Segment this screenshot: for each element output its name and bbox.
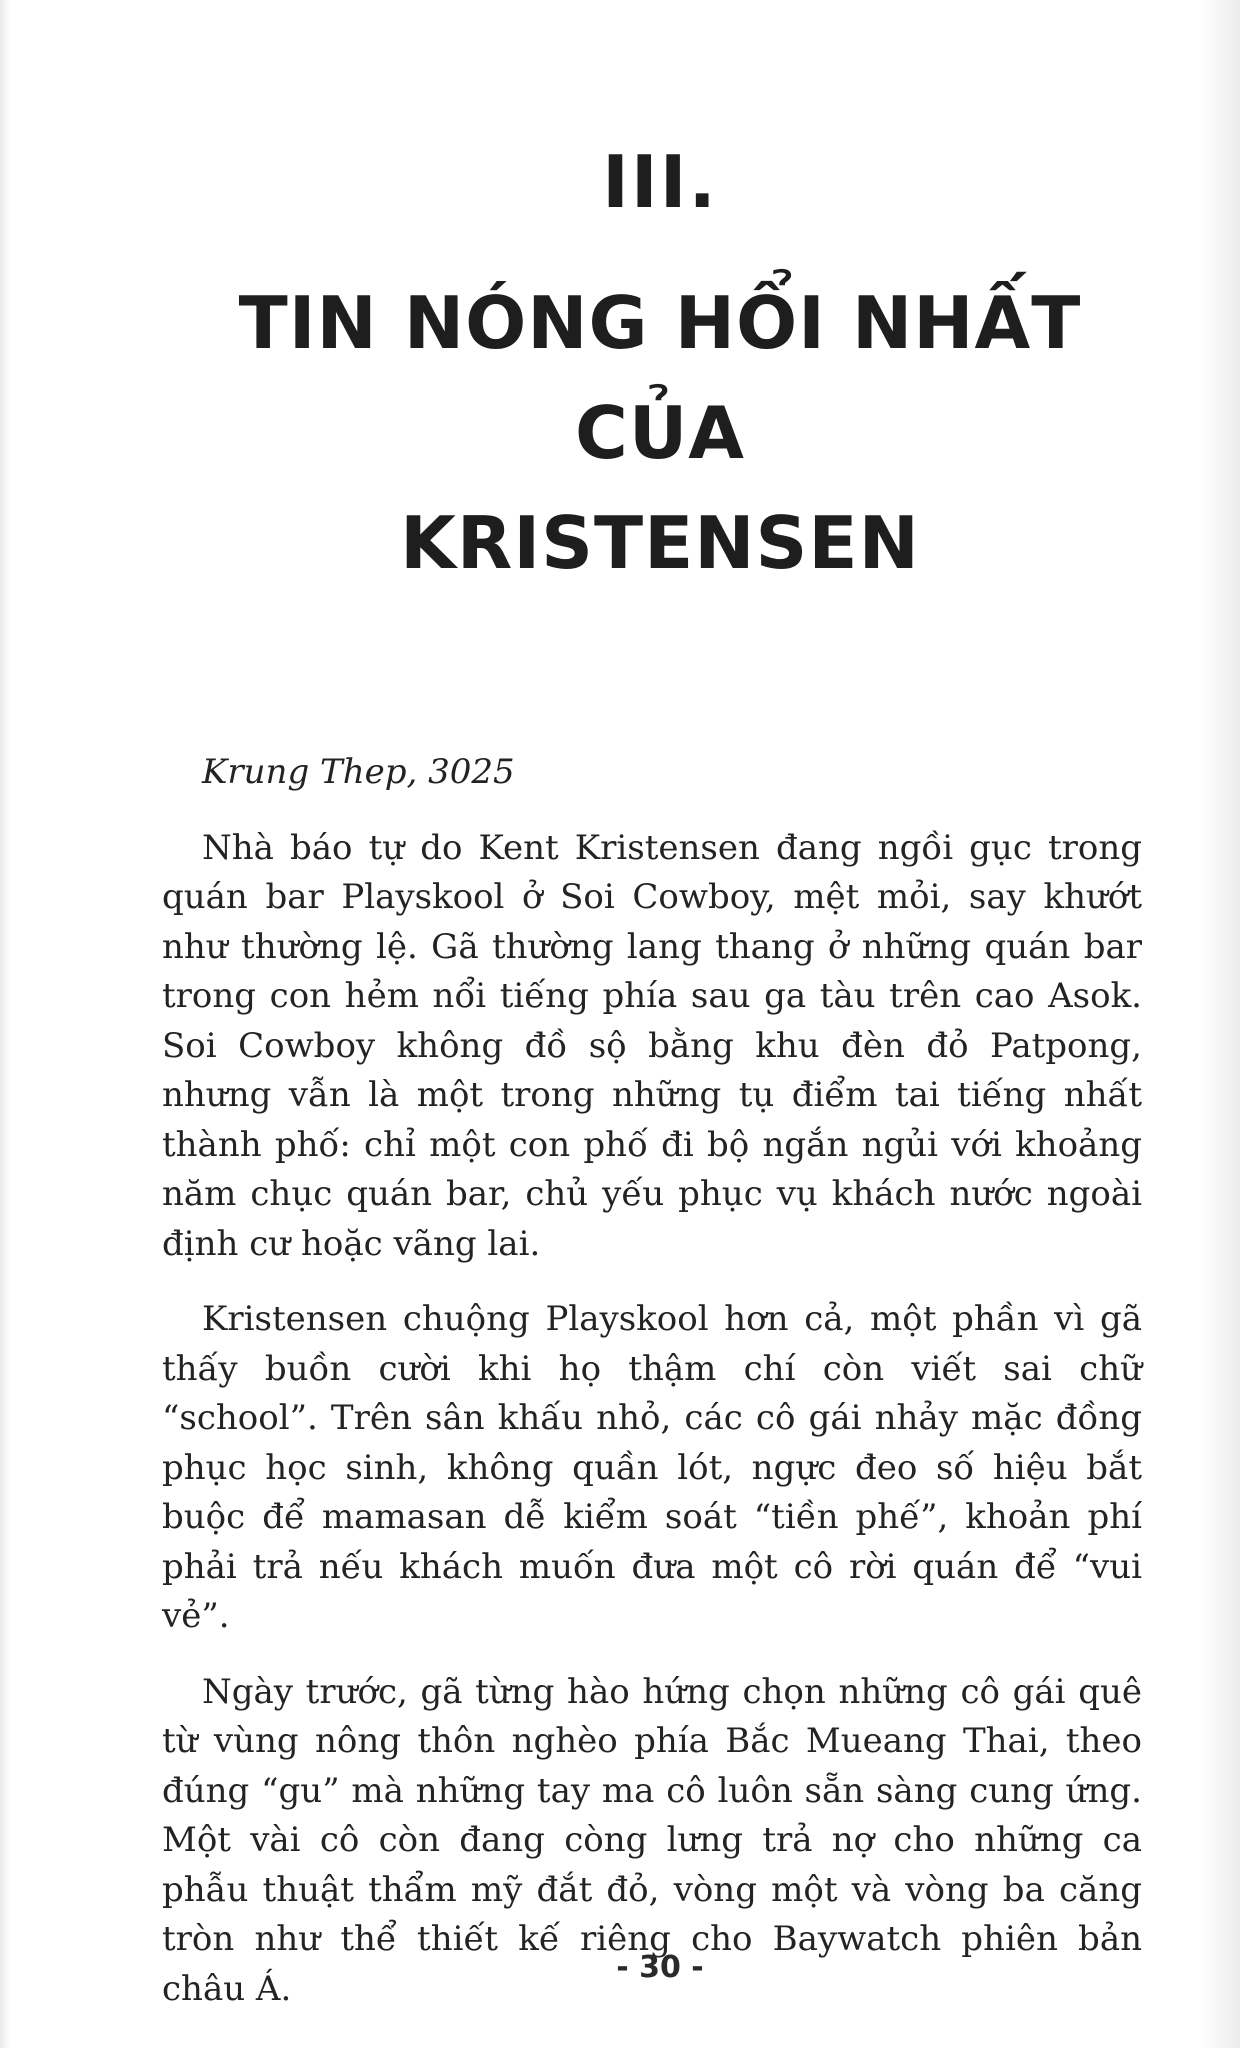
dateline: Krung Thep, 3025	[202, 752, 515, 792]
chapter-title-line-1: TIN NÓNG HỔI NHẤT CỦA	[238, 281, 1082, 475]
page-right-shadow	[1200, 0, 1240, 2048]
chapter-title-line-2: KRISTENSEN	[400, 501, 920, 585]
body-text	[162, 748, 1142, 2040]
paragraph-2: Kristensen chuộng Playskool hơn cả, một phần vì gã thấy buồn cười khi họ thậm chí còn viết sai chữ “school”. Trên sân khấu nhỏ, các cô gái nhảy mặc đồng phục học sinh, không quần lót, ngực đeo số hiệu bắt buộc để mamasan dễ kiểm soát “tiền phế”, khoản phí phải trả nếu khách muốn đưa một cô rời quán để “vui vẻ”.	[162, 1299, 1142, 1636]
paragraph-3: Ngày trước, gã từng hào hứng chọn những cô gái quê từ vùng nông thôn nghèo phía Bắc Mueang Thai, theo đúng “gu” mà những tay ma cô luôn sẵn sàng cung ứng. Một vài cô còn đang còng lưng trả nợ cho những ca phẫu thuật thẩm mỹ đắt đỏ, vòng một và vòng ba căng tròn như thể thiết kế riêng cho Baywatch phiên bản châu Á.	[162, 1671, 1142, 2009]
chapter-number: III.	[602, 140, 718, 224]
paragraph-1: Nhà báo tự do Kent Kristensen đang ngồi gục trong quán bar Playskool ở Soi Cowboy, mệt mỏi, say khướt như thường lệ. Gã thường lang thang ở những quán bar trong con hẻm nổi tiếng phía sau ga tàu trên cao Asok. Soi Cowboy không đồ sộ bằng khu đèn đỏ Patpong, nhưng vẫn là một trong những tụ điểm tai tiếng nhất thành phố: chỉ một con phố đi bộ ngắn ngủi với khoảng năm chục quán bar, chủ yếu phục vụ khách nước ngoài định cư hoặc vãng lai.	[162, 827, 1142, 1264]
chapter-title	[180, 268, 1140, 598]
page-left-shadow	[0, 0, 10, 2048]
page-number: - 30 -	[616, 1950, 704, 1985]
